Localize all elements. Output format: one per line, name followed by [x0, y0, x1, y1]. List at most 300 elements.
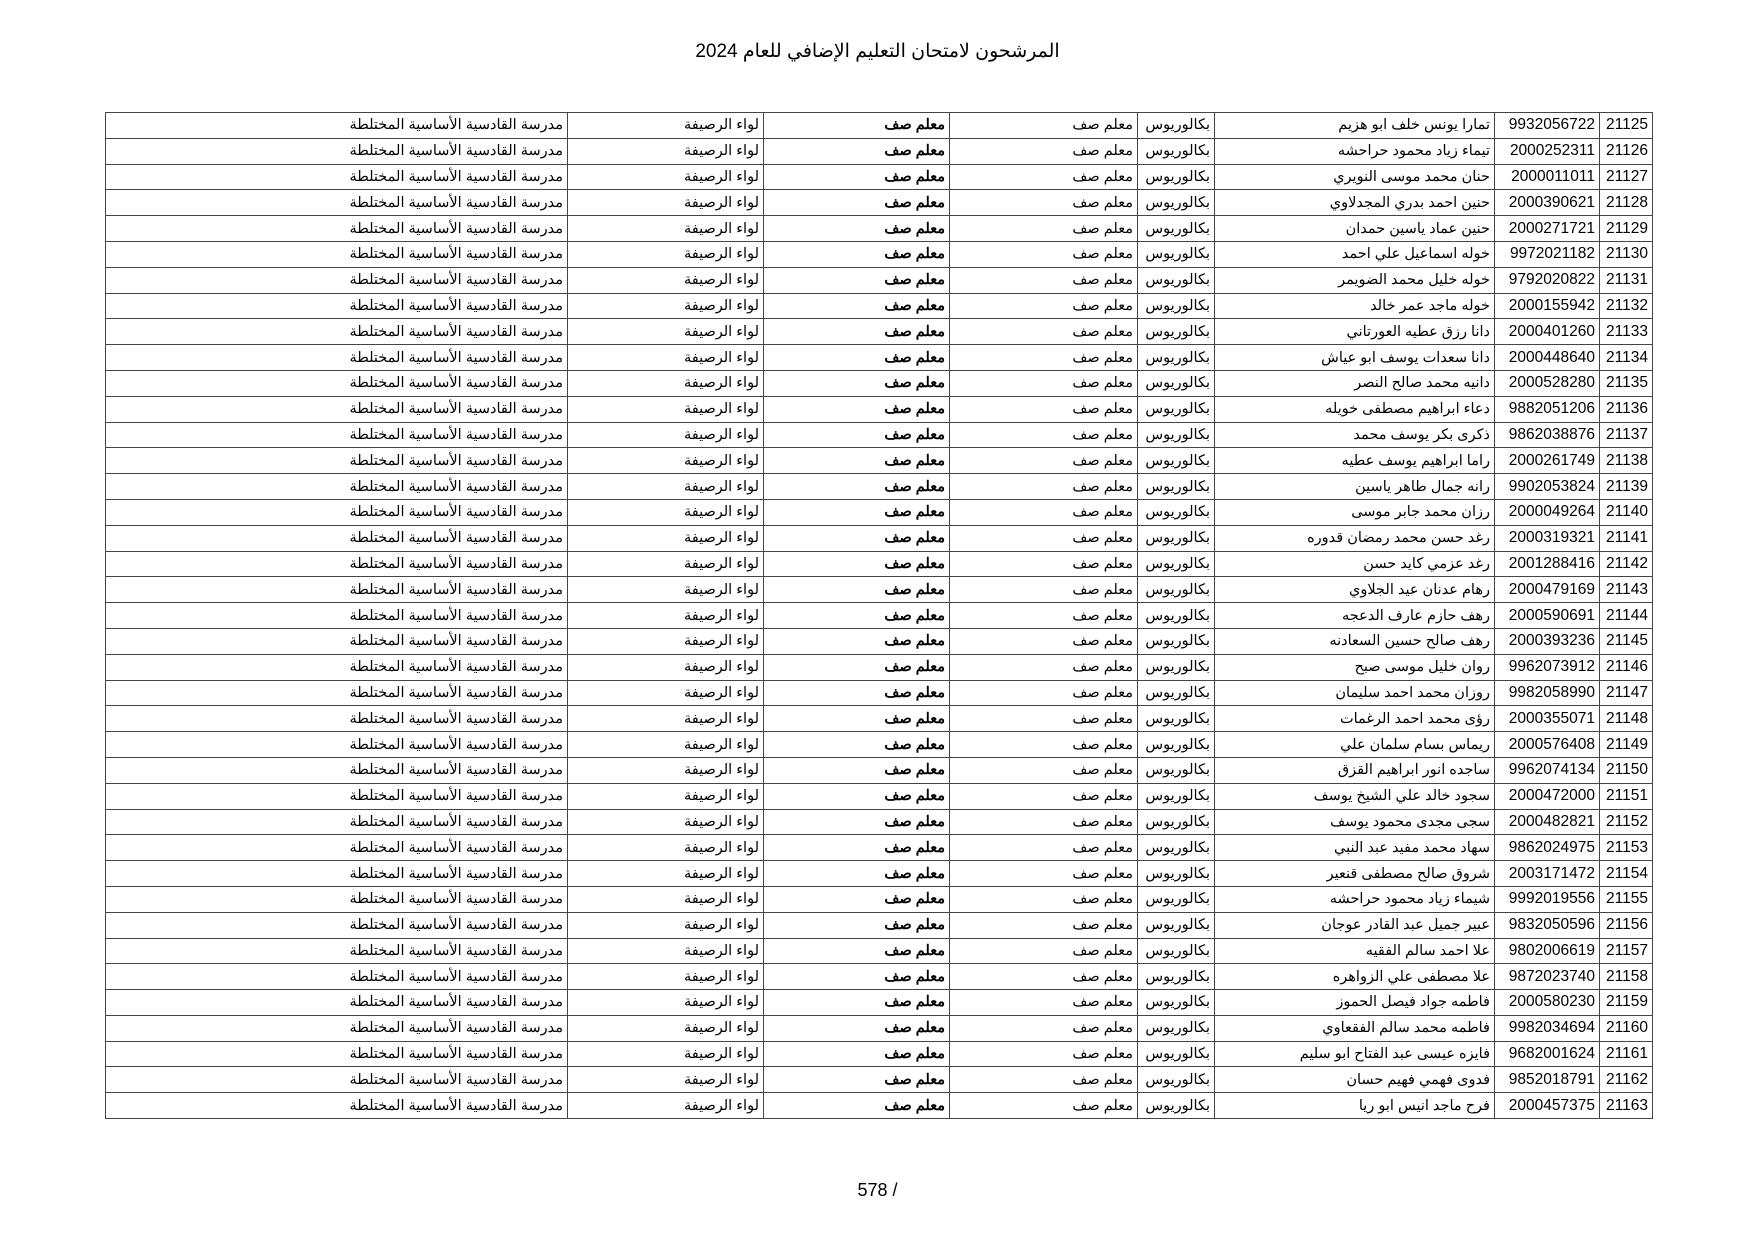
district-cell: لواء الرصيفة [568, 1015, 764, 1041]
national-id-cell: 2000049264 [1495, 499, 1600, 525]
school-cell: مدرسة القادسية الأساسية المختلطة [106, 938, 568, 964]
seq-cell: 21156 [1600, 912, 1653, 938]
seq-cell: 21152 [1600, 809, 1653, 835]
specialization-cell: معلم صف [950, 448, 1138, 474]
exam-specialization-cell: معلم صف [764, 886, 950, 912]
national-id-cell: 9882051206 [1495, 396, 1600, 422]
exam-specialization-cell: معلم صف [764, 964, 950, 990]
specialization-cell: معلم صف [950, 190, 1138, 216]
national-id-cell: 9872023740 [1495, 964, 1600, 990]
national-id-cell: 9802006619 [1495, 938, 1600, 964]
candidate-name-cell: خوله اسماعيل علي احمد [1215, 241, 1495, 267]
district-cell: لواء الرصيفة [568, 138, 764, 164]
district-cell: لواء الرصيفة [568, 628, 764, 654]
seq-cell: 21129 [1600, 216, 1653, 242]
specialization-cell: معلم صف [950, 370, 1138, 396]
exam-specialization-cell: معلم صف [764, 1093, 950, 1119]
national-id-cell: 9992019556 [1495, 886, 1600, 912]
exam-specialization-cell: معلم صف [764, 912, 950, 938]
seq-cell: 21130 [1600, 241, 1653, 267]
district-cell: لواء الرصيفة [568, 190, 764, 216]
district-cell: لواء الرصيفة [568, 938, 764, 964]
seq-cell: 21158 [1600, 964, 1653, 990]
district-cell: لواء الرصيفة [568, 706, 764, 732]
seq-cell: 21140 [1600, 499, 1653, 525]
district-cell: لواء الرصيفة [568, 525, 764, 551]
school-cell: مدرسة القادسية الأساسية المختلطة [106, 216, 568, 242]
degree-cell: بكالوريوس [1138, 783, 1215, 809]
school-cell: مدرسة القادسية الأساسية المختلطة [106, 448, 568, 474]
specialization-cell: معلم صف [950, 551, 1138, 577]
district-cell: لواء الرصيفة [568, 164, 764, 190]
district-cell: لواء الرصيفة [568, 603, 764, 629]
seq-cell: 21149 [1600, 732, 1653, 758]
school-cell: مدرسة القادسية الأساسية المختلطة [106, 990, 568, 1016]
exam-specialization-cell: معلم صف [764, 319, 950, 345]
national-id-cell: 2000448640 [1495, 345, 1600, 371]
degree-cell: بكالوريوس [1138, 757, 1215, 783]
national-id-cell: 2000457375 [1495, 1093, 1600, 1119]
seq-cell: 21144 [1600, 603, 1653, 629]
district-cell: لواء الرصيفة [568, 396, 764, 422]
seq-cell: 21127 [1600, 164, 1653, 190]
district-cell: لواء الرصيفة [568, 886, 764, 912]
specialization-cell: معلم صف [950, 1093, 1138, 1119]
degree-cell: بكالوريوس [1138, 267, 1215, 293]
school-cell: مدرسة القادسية الأساسية المختلطة [106, 835, 568, 861]
degree-cell: بكالوريوس [1138, 113, 1215, 139]
candidate-name-cell: فرح ماجد انيس ابو ريا [1215, 1093, 1495, 1119]
table-row [106, 886, 1653, 912]
exam-specialization-cell: معلم صف [764, 938, 950, 964]
school-cell: مدرسة القادسية الأساسية المختلطة [106, 164, 568, 190]
exam-specialization-cell: معلم صف [764, 293, 950, 319]
specialization-cell: معلم صف [950, 628, 1138, 654]
seq-cell: 21157 [1600, 938, 1653, 964]
national-id-cell: 9962073912 [1495, 654, 1600, 680]
candidate-name-cell: سجى مجدى محمود يوسف [1215, 809, 1495, 835]
national-id-cell: 2000482821 [1495, 809, 1600, 835]
national-id-cell: 9862024975 [1495, 835, 1600, 861]
degree-cell: بكالوريوس [1138, 809, 1215, 835]
degree-cell: بكالوريوس [1138, 732, 1215, 758]
specialization-cell: معلم صف [950, 912, 1138, 938]
candidate-name-cell: خوله ماجد عمر خالد [1215, 293, 1495, 319]
exam-specialization-cell: معلم صف [764, 809, 950, 835]
table-row [106, 190, 1653, 216]
national-id-cell: 9902053824 [1495, 474, 1600, 500]
school-cell: مدرسة القادسية الأساسية المختلطة [106, 757, 568, 783]
school-cell: مدرسة القادسية الأساسية المختلطة [106, 113, 568, 139]
national-id-cell: 9852018791 [1495, 1067, 1600, 1093]
school-cell: مدرسة القادسية الأساسية المختلطة [106, 783, 568, 809]
school-cell: مدرسة القادسية الأساسية المختلطة [106, 474, 568, 500]
exam-specialization-cell: معلم صف [764, 990, 950, 1016]
national-id-cell: 2000472000 [1495, 783, 1600, 809]
national-id-cell: 2000393236 [1495, 628, 1600, 654]
exam-specialization-cell: معلم صف [764, 603, 950, 629]
degree-cell: بكالوريوس [1138, 835, 1215, 861]
specialization-cell: معلم صف [950, 293, 1138, 319]
degree-cell: بكالوريوس [1138, 396, 1215, 422]
exam-specialization-cell: معلم صف [764, 267, 950, 293]
district-cell: لواء الرصيفة [568, 293, 764, 319]
national-id-cell: 2000528280 [1495, 370, 1600, 396]
degree-cell: بكالوريوس [1138, 1041, 1215, 1067]
school-cell: مدرسة القادسية الأساسية المختلطة [106, 138, 568, 164]
school-cell: مدرسة القادسية الأساسية المختلطة [106, 628, 568, 654]
exam-specialization-cell: معلم صف [764, 680, 950, 706]
specialization-cell: معلم صف [950, 964, 1138, 990]
seq-cell: 21154 [1600, 861, 1653, 887]
national-id-cell: 2000390621 [1495, 190, 1600, 216]
school-cell: مدرسة القادسية الأساسية المختلطة [106, 706, 568, 732]
specialization-cell: معلم صف [950, 474, 1138, 500]
degree-cell: بكالوريوس [1138, 370, 1215, 396]
table-row [106, 680, 1653, 706]
seq-cell: 21143 [1600, 577, 1653, 603]
seq-cell: 21132 [1600, 293, 1653, 319]
school-cell: مدرسة القادسية الأساسية المختلطة [106, 1015, 568, 1041]
district-cell: لواء الرصيفة [568, 448, 764, 474]
candidate-name-cell: رهف حازم عارف الدعجه [1215, 603, 1495, 629]
district-cell: لواء الرصيفة [568, 370, 764, 396]
specialization-cell: معلم صف [950, 113, 1138, 139]
school-cell: مدرسة القادسية الأساسية المختلطة [106, 370, 568, 396]
seq-cell: 21150 [1600, 757, 1653, 783]
candidate-name-cell: شيماء زياد محمود حراحشه [1215, 886, 1495, 912]
candidate-name-cell: تيماء زياد محمود حراحشه [1215, 138, 1495, 164]
seq-cell: 21145 [1600, 628, 1653, 654]
school-cell: مدرسة القادسية الأساسية المختلطة [106, 964, 568, 990]
candidate-name-cell: دعاء ابراهيم مصطفى خويله [1215, 396, 1495, 422]
table-row [106, 474, 1653, 500]
national-id-cell: 9832050596 [1495, 912, 1600, 938]
exam-specialization-cell: معلم صف [764, 628, 950, 654]
candidate-name-cell: دانا سعدات يوسف ابو عياش [1215, 345, 1495, 371]
district-cell: لواء الرصيفة [568, 757, 764, 783]
specialization-cell: معلم صف [950, 680, 1138, 706]
candidate-name-cell: ذكرى بكر يوسف محمد [1215, 422, 1495, 448]
seq-cell: 21153 [1600, 835, 1653, 861]
table-row [106, 603, 1653, 629]
candidate-name-cell: سهاد محمد مفيد عبد النبي [1215, 835, 1495, 861]
table-row [106, 732, 1653, 758]
seq-cell: 21141 [1600, 525, 1653, 551]
candidate-name-cell: رؤى محمد احمد الرغمات [1215, 706, 1495, 732]
school-cell: مدرسة القادسية الأساسية المختلطة [106, 603, 568, 629]
national-id-cell: 9962074134 [1495, 757, 1600, 783]
specialization-cell: معلم صف [950, 499, 1138, 525]
school-cell: مدرسة القادسية الأساسية المختلطة [106, 577, 568, 603]
school-cell: مدرسة القادسية الأساسية المختلطة [106, 551, 568, 577]
table-row [106, 706, 1653, 732]
school-cell: مدرسة القادسية الأساسية المختلطة [106, 319, 568, 345]
school-cell: مدرسة القادسية الأساسية المختلطة [106, 654, 568, 680]
exam-specialization-cell: معلم صف [764, 370, 950, 396]
table-row [106, 912, 1653, 938]
candidate-name-cell: فاطمه جواد فيصل الحموز [1215, 990, 1495, 1016]
district-cell: لواء الرصيفة [568, 732, 764, 758]
district-cell: لواء الرصيفة [568, 1067, 764, 1093]
exam-specialization-cell: معلم صف [764, 164, 950, 190]
degree-cell: بكالوريوس [1138, 474, 1215, 500]
seq-cell: 21147 [1600, 680, 1653, 706]
seq-cell: 21161 [1600, 1041, 1653, 1067]
exam-specialization-cell: معلم صف [764, 190, 950, 216]
district-cell: لواء الرصيفة [568, 422, 764, 448]
table-row [106, 783, 1653, 809]
specialization-cell: معلم صف [950, 757, 1138, 783]
table-row [106, 628, 1653, 654]
candidate-name-cell: حنان محمد موسى النويري [1215, 164, 1495, 190]
exam-specialization-cell: معلم صف [764, 216, 950, 242]
seq-cell: 21138 [1600, 448, 1653, 474]
district-cell: لواء الرصيفة [568, 241, 764, 267]
exam-specialization-cell: معلم صف [764, 499, 950, 525]
district-cell: لواء الرصيفة [568, 861, 764, 887]
degree-cell: بكالوريوس [1138, 216, 1215, 242]
degree-cell: بكالوريوس [1138, 319, 1215, 345]
national-id-cell: 2000271721 [1495, 216, 1600, 242]
exam-specialization-cell: معلم صف [764, 577, 950, 603]
candidates-table [105, 112, 1653, 1119]
seq-cell: 21135 [1600, 370, 1653, 396]
candidate-name-cell: فايزه عيسى عبد الفتاح ابو سليم [1215, 1041, 1495, 1067]
specialization-cell: معلم صف [950, 396, 1138, 422]
school-cell: مدرسة القادسية الأساسية المختلطة [106, 267, 568, 293]
degree-cell: بكالوريوس [1138, 1015, 1215, 1041]
national-id-cell: 2000576408 [1495, 732, 1600, 758]
seq-cell: 21163 [1600, 1093, 1653, 1119]
specialization-cell: معلم صف [950, 267, 1138, 293]
candidate-name-cell: علا احمد سالم الفقيه [1215, 938, 1495, 964]
exam-specialization-cell: معلم صف [764, 241, 950, 267]
specialization-cell: معلم صف [950, 990, 1138, 1016]
district-cell: لواء الرصيفة [568, 319, 764, 345]
exam-specialization-cell: معلم صف [764, 422, 950, 448]
table-row [106, 938, 1653, 964]
specialization-cell: معلم صف [950, 319, 1138, 345]
degree-cell: بكالوريوس [1138, 1067, 1215, 1093]
specialization-cell: معلم صف [950, 886, 1138, 912]
national-id-cell: 2000011011 [1495, 164, 1600, 190]
degree-cell: بكالوريوس [1138, 706, 1215, 732]
school-cell: مدرسة القادسية الأساسية المختلطة [106, 525, 568, 551]
specialization-cell: معلم صف [950, 706, 1138, 732]
district-cell: لواء الرصيفة [568, 680, 764, 706]
table-row [106, 164, 1653, 190]
table-row [106, 1067, 1653, 1093]
degree-cell: بكالوريوس [1138, 1093, 1215, 1119]
candidate-name-cell: رانه جمال طاهر ياسين [1215, 474, 1495, 500]
degree-cell: بكالوريوس [1138, 422, 1215, 448]
degree-cell: بكالوريوس [1138, 990, 1215, 1016]
candidate-name-cell: سجود خالد علي الشيخ يوسف [1215, 783, 1495, 809]
table-row [106, 990, 1653, 1016]
candidate-name-cell: حنين عماد ياسين حمدان [1215, 216, 1495, 242]
seq-cell: 21162 [1600, 1067, 1653, 1093]
specialization-cell: معلم صف [950, 1041, 1138, 1067]
seq-cell: 21134 [1600, 345, 1653, 371]
specialization-cell: معلم صف [950, 138, 1138, 164]
degree-cell: بكالوريوس [1138, 525, 1215, 551]
district-cell: لواء الرصيفة [568, 474, 764, 500]
specialization-cell: معلم صف [950, 216, 1138, 242]
table-row [106, 293, 1653, 319]
table-row [106, 577, 1653, 603]
exam-specialization-cell: معلم صف [764, 861, 950, 887]
district-cell: لواء الرصيفة [568, 835, 764, 861]
table-row [106, 525, 1653, 551]
school-cell: مدرسة القادسية الأساسية المختلطة [106, 190, 568, 216]
school-cell: مدرسة القادسية الأساسية المختلطة [106, 422, 568, 448]
seq-cell: 21131 [1600, 267, 1653, 293]
table-row [106, 551, 1653, 577]
national-id-cell: 2000252311 [1495, 138, 1600, 164]
table-row [106, 216, 1653, 242]
district-cell: لواء الرصيفة [568, 1041, 764, 1067]
district-cell: لواء الرصيفة [568, 551, 764, 577]
candidate-name-cell: حنين احمد بدري المجدلاوي [1215, 190, 1495, 216]
candidate-name-cell: روزان محمد احمد سليمان [1215, 680, 1495, 706]
exam-specialization-cell: معلم صف [764, 654, 950, 680]
degree-cell: بكالوريوس [1138, 551, 1215, 577]
degree-cell: بكالوريوس [1138, 241, 1215, 267]
exam-specialization-cell: معلم صف [764, 1067, 950, 1093]
specialization-cell: معلم صف [950, 732, 1138, 758]
specialization-cell: معلم صف [950, 345, 1138, 371]
degree-cell: بكالوريوس [1138, 164, 1215, 190]
seq-cell: 21126 [1600, 138, 1653, 164]
specialization-cell: معلم صف [950, 783, 1138, 809]
candidate-name-cell: رهف صالح حسين السعادنه [1215, 628, 1495, 654]
degree-cell: بكالوريوس [1138, 448, 1215, 474]
candidate-name-cell: ريماس بسام سلمان علي [1215, 732, 1495, 758]
table-row [106, 396, 1653, 422]
specialization-cell: معلم صف [950, 603, 1138, 629]
seq-cell: 21137 [1600, 422, 1653, 448]
table-row [106, 113, 1653, 139]
national-id-cell: 2003171472 [1495, 861, 1600, 887]
exam-specialization-cell: معلم صف [764, 396, 950, 422]
seq-cell: 21125 [1600, 113, 1653, 139]
specialization-cell: معلم صف [950, 1015, 1138, 1041]
national-id-cell: 9682001624 [1495, 1041, 1600, 1067]
specialization-cell: معلم صف [950, 241, 1138, 267]
exam-specialization-cell: معلم صف [764, 757, 950, 783]
district-cell: لواء الرصيفة [568, 345, 764, 371]
school-cell: مدرسة القادسية الأساسية المختلطة [106, 809, 568, 835]
specialization-cell: معلم صف [950, 1067, 1138, 1093]
candidate-name-cell: رهام عدنان عيد الجلاوي [1215, 577, 1495, 603]
national-id-cell: 2000590691 [1495, 603, 1600, 629]
school-cell: مدرسة القادسية الأساسية المختلطة [106, 1093, 568, 1119]
national-id-cell: 2000319321 [1495, 525, 1600, 551]
candidate-name-cell: رزان محمد جابر موسى [1215, 499, 1495, 525]
table-row [106, 1093, 1653, 1119]
specialization-cell: معلم صف [950, 809, 1138, 835]
school-cell: مدرسة القادسية الأساسية المختلطة [106, 293, 568, 319]
district-cell: لواء الرصيفة [568, 1093, 764, 1119]
district-cell: لواء الرصيفة [568, 216, 764, 242]
degree-cell: بكالوريوس [1138, 680, 1215, 706]
school-cell: مدرسة القادسية الأساسية المختلطة [106, 345, 568, 371]
degree-cell: بكالوريوس [1138, 861, 1215, 887]
seq-cell: 21146 [1600, 654, 1653, 680]
national-id-cell: 2001288416 [1495, 551, 1600, 577]
degree-cell: بكالوريوس [1138, 886, 1215, 912]
exam-specialization-cell: معلم صف [764, 835, 950, 861]
degree-cell: بكالوريوس [1138, 964, 1215, 990]
seq-cell: 21148 [1600, 706, 1653, 732]
table-row [106, 835, 1653, 861]
candidate-name-cell: دانا رزق عطيه العورتاني [1215, 319, 1495, 345]
degree-cell: بكالوريوس [1138, 938, 1215, 964]
national-id-cell: 2000401260 [1495, 319, 1600, 345]
exam-specialization-cell: معلم صف [764, 525, 950, 551]
district-cell: لواء الرصيفة [568, 267, 764, 293]
school-cell: مدرسة القادسية الأساسية المختلطة [106, 241, 568, 267]
seq-cell: 21160 [1600, 1015, 1653, 1041]
table-row [106, 1015, 1653, 1041]
table-row [106, 267, 1653, 293]
exam-specialization-cell: معلم صف [764, 783, 950, 809]
degree-cell: بكالوريوس [1138, 628, 1215, 654]
candidate-name-cell: فدوى فهمي فهيم حسان [1215, 1067, 1495, 1093]
national-id-cell: 2000355071 [1495, 706, 1600, 732]
page-number: 578 / [857, 1180, 898, 1200]
exam-specialization-cell: معلم صف [764, 706, 950, 732]
degree-cell: بكالوريوس [1138, 138, 1215, 164]
exam-specialization-cell: معلم صف [764, 113, 950, 139]
school-cell: مدرسة القادسية الأساسية المختلطة [106, 732, 568, 758]
seq-cell: 21155 [1600, 886, 1653, 912]
school-cell: مدرسة القادسية الأساسية المختلطة [106, 912, 568, 938]
district-cell: لواء الرصيفة [568, 809, 764, 835]
degree-cell: بكالوريوس [1138, 654, 1215, 680]
national-id-cell: 9792020822 [1495, 267, 1600, 293]
table-row [106, 809, 1653, 835]
table-row [106, 241, 1653, 267]
degree-cell: بكالوريوس [1138, 345, 1215, 371]
specialization-cell: معلم صف [950, 577, 1138, 603]
district-cell: لواء الرصيفة [568, 990, 764, 1016]
seq-cell: 21128 [1600, 190, 1653, 216]
district-cell: لواء الرصيفة [568, 783, 764, 809]
table-row [106, 861, 1653, 887]
candidate-name-cell: راما ابراهيم يوسف عطيه [1215, 448, 1495, 474]
table-row [106, 654, 1653, 680]
district-cell: لواء الرصيفة [568, 113, 764, 139]
table-row [106, 345, 1653, 371]
exam-specialization-cell: معلم صف [764, 448, 950, 474]
candidate-name-cell: عبير جميل عبد القادر عوجان [1215, 912, 1495, 938]
specialization-cell: معلم صف [950, 422, 1138, 448]
degree-cell: بكالوريوس [1138, 293, 1215, 319]
candidate-name-cell: علا مصطفى علي الزواهره [1215, 964, 1495, 990]
seq-cell: 21139 [1600, 474, 1653, 500]
table-row [106, 138, 1653, 164]
specialization-cell: معلم صف [950, 654, 1138, 680]
table-row [106, 448, 1653, 474]
table-row [106, 499, 1653, 525]
table-row [106, 370, 1653, 396]
candidate-name-cell: رغد حسن محمد رمضان قدوره [1215, 525, 1495, 551]
exam-specialization-cell: معلم صف [764, 1015, 950, 1041]
specialization-cell: معلم صف [950, 938, 1138, 964]
seq-cell: 21151 [1600, 783, 1653, 809]
